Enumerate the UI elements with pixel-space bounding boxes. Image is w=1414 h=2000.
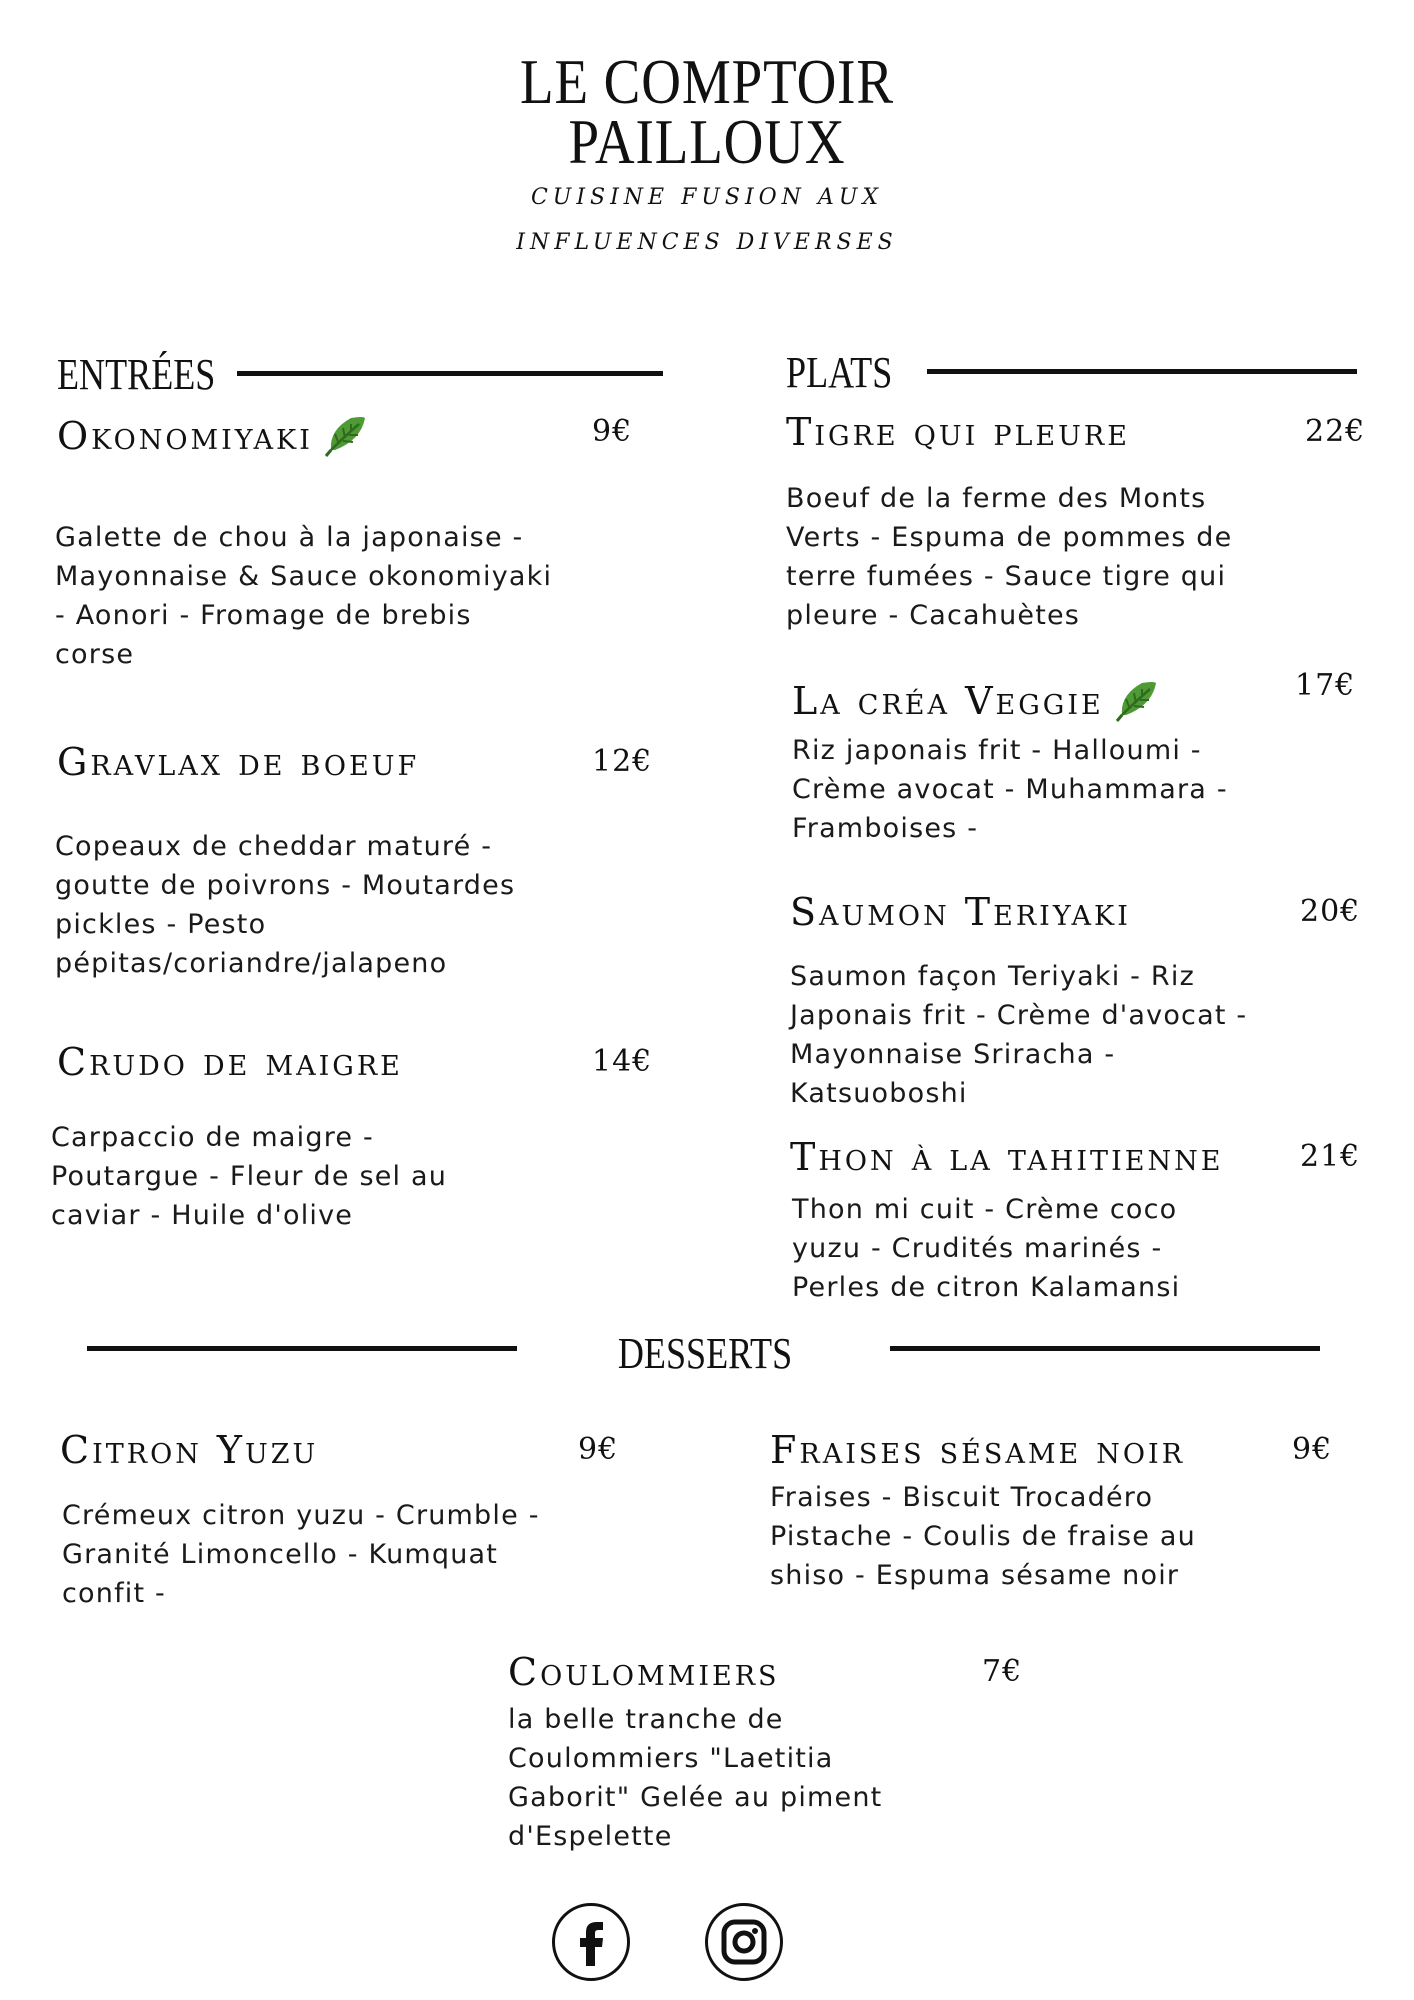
facebook-icon[interactable]: [552, 1903, 630, 1981]
dish-price-okonomiyaki: 9€: [592, 414, 633, 449]
dish-description-thon: Thon mi cuit - Crème coco yuzu - Crudités marinés - Perles de citron Kalamansi: [792, 1194, 1181, 1303]
dish-description-okonomiyaki: Galette de chou à la japonaise - Mayonnaise & Sauce okonomiyaki - Aonori - Fromage de brebis corse: [55, 522, 553, 670]
dish-description-coulommiers: la belle tranche de Coulommiers "Laetitia Gaborit" Gelée au piment d'Espelette: [508, 1704, 883, 1852]
section-rule-entrees: [237, 371, 663, 376]
tagline-line2: INFLUENCES DIVERSES: [516, 230, 898, 255]
tagline-line1: CUISINE FUSION AUX: [530, 185, 884, 210]
section-rule-desserts-right: [890, 1346, 1320, 1351]
dish-price-saumon: 20€: [1300, 894, 1361, 929]
instagram-icon[interactable]: [705, 1903, 783, 1981]
dish-description-crea-veggie: Riz japonais frit - Halloumi - Crème avocat - Muhammara - Framboises -: [792, 735, 1228, 844]
dish-description-saumon: Saumon façon Teriyaki - Riz Japonais frit - Crème d'avocat - Mayonnaise Sriracha - Katsuoboshi: [790, 961, 1248, 1109]
dish-description-tigre: Boeuf de la ferme des Monts Verts - Espuma de pommes de terre fumées - Sauce tigre qui pleure - Cacahuètes: [786, 483, 1233, 631]
section-rule-plats: [927, 369, 1357, 374]
restaurant-name-line2: PAILLOUX: [568, 106, 846, 177]
dish-price-gravlax: 12€: [592, 744, 653, 779]
section-heading-entrees: ENTRÉES: [57, 350, 216, 399]
dish-name-gravlax: Gravlax de boeuf: [57, 740, 420, 784]
dish-name-crudo: Crudo de maigre: [57, 1040, 403, 1084]
leaf-icon: [1112, 675, 1162, 734]
dish-name-okonomiyaki: Okonomiyaki: [57, 410, 371, 469]
dish-price-citron-yuzu: 9€: [578, 1432, 619, 1467]
section-heading-desserts: DESSERTS: [617, 1329, 793, 1378]
dish-description-citron-yuzu: Crémeux citron yuzu - Crumble - Granité Limoncello - Kumquat confit -: [62, 1500, 540, 1609]
dish-price-fraises: 9€: [1292, 1432, 1333, 1467]
dish-name-citron-yuzu: Citron Yuzu: [60, 1428, 319, 1472]
dish-price-tigre: 22€: [1305, 414, 1366, 449]
dish-description-crudo: Carpaccio de maigre - Poutargue - Fleur de sel au caviar - Huile d'olive: [51, 1122, 448, 1231]
dish-price-coulommiers: 7€: [982, 1654, 1023, 1689]
dish-name-crea-veggie: La créa Veggie: [792, 675, 1162, 734]
dish-price-crudo: 14€: [592, 1044, 653, 1079]
restaurant-name-line1: LE COMPTOIR: [520, 46, 894, 117]
section-heading-plats: PLATS: [786, 348, 893, 397]
dish-price-thon: 21€: [1300, 1139, 1361, 1174]
dish-name-coulommiers: Coulommiers: [508, 1650, 780, 1694]
dish-name-thon: Thon à la tahitienne: [790, 1135, 1224, 1179]
dish-price-crea-veggie: 17€: [1295, 668, 1356, 703]
dish-description-fraises: Fraises - Biscuit Trocadéro Pistache - Coulis de fraise au shiso - Espuma sésame noir: [770, 1482, 1196, 1591]
dish-name-fraises: Fraises sésame noir: [770, 1428, 1186, 1472]
section-rule-desserts-left: [87, 1346, 517, 1351]
dish-description-gravlax: Copeaux de cheddar maturé - goutte de poivrons - Moutardes pickles - Pesto pépitas/coriandre/jalapeno: [55, 831, 516, 979]
dish-name-tigre: Tigre qui pleure: [786, 410, 1130, 454]
leaf-icon: [321, 410, 371, 469]
dish-name-saumon: Saumon Teriyaki: [790, 890, 1131, 934]
